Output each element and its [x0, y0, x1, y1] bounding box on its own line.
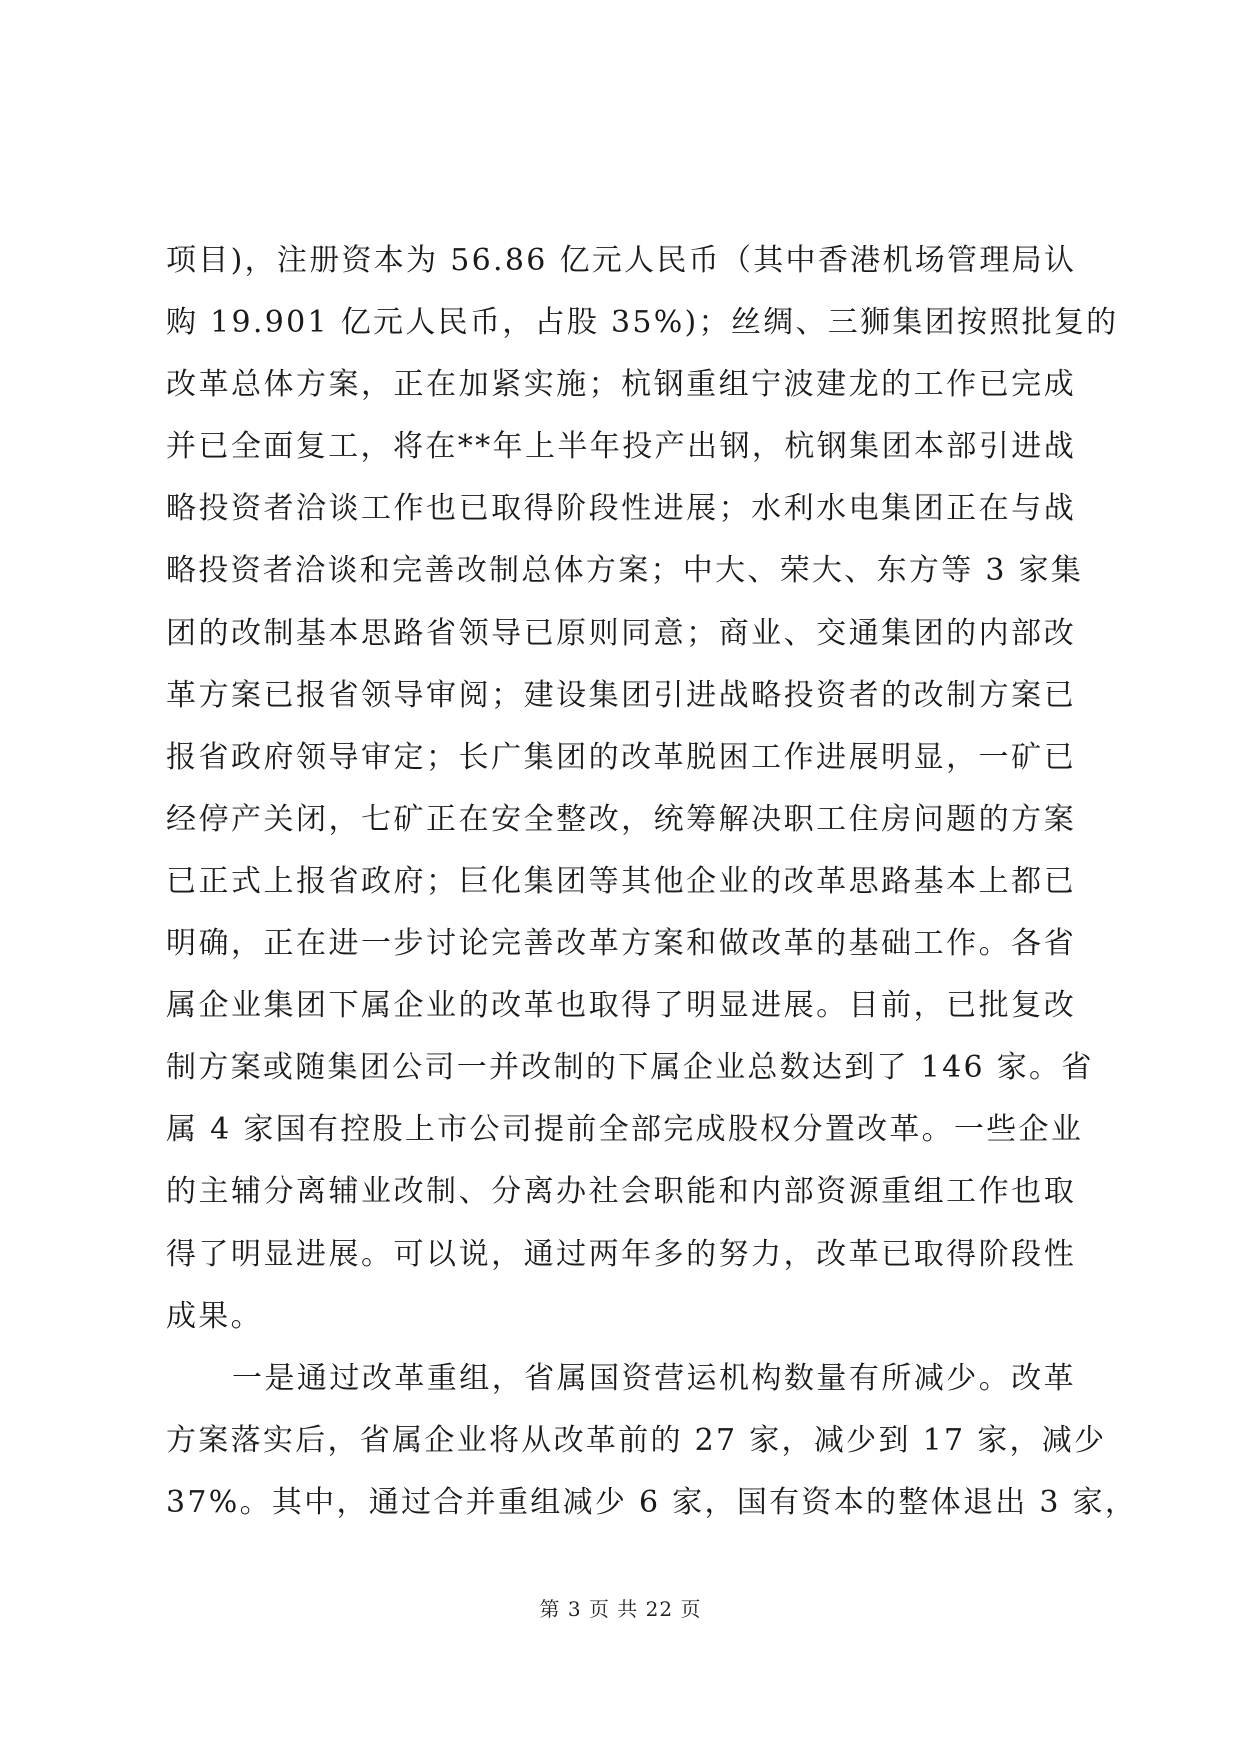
document-body — [166, 230, 1138, 1534]
text-line: 团的改制基本思路省领导已原则同意；商业、交通集团的内部改 — [166, 615, 1076, 651]
text-line: 得了明显进展。可以说，通过两年多的努力，改革已取得阶段性 — [166, 1236, 1076, 1272]
text-line: 革方案已报省领导审阅；建设集团引进战略投资者的改制方案已 — [166, 677, 1076, 713]
text-line: 37%。其中，通过合并重组减少 6 家，国有资本的整体退出 3 家， — [166, 1484, 1138, 1520]
text-line: 已正式上报省政府；巨化集团等其他企业的改革思路基本上都已 — [166, 863, 1076, 899]
text-line: 项目)，注册资本为 56.86 亿元人民币（其中香港机场管理局认 — [166, 243, 1077, 278]
text-line: 经停产关闭，七矿正在安全整改，统筹解决职工住房问题的方案 — [166, 801, 1076, 837]
text-line: 的主辅分离辅业改制、分离办社会职能和内部资源重组工作也取 — [166, 1174, 1076, 1210]
text-line: 略投资者洽谈和完善改制总体方案；中大、荣大、东方等 3 家集 — [166, 553, 1084, 589]
text-line: 改革总体方案，正在加紧实施；杭钢重组宁波建龙的工作已完成 — [166, 367, 1076, 403]
text-line: 方案落实后，省属企业将从改革前的 27 家，减少到 17 家，减少 — [166, 1422, 1107, 1458]
paragraph-first-line: 一是通过改革重组，省属国资营运机构数量有所减少。改革 — [232, 1360, 1076, 1396]
text-line: 属企业集团下属企业的改革也取得了明显进展。目前，已批复改 — [166, 988, 1076, 1024]
text-line: 属 4 家国有控股上市公司提前全部完成股权分置改革。一些企业 — [166, 1112, 1084, 1148]
text-line: 明确，正在进一步讨论完善改革方案和做改革的基础工作。各省 — [166, 926, 1076, 962]
text-line: 略投资者洽谈工作也已取得阶段性进展；水利水电集团正在与战 — [166, 491, 1076, 527]
text-line: 并已全面复工，将在**年上半年投产出钢，杭钢集团本部引进战 — [166, 429, 1076, 465]
text-line: 制方案或随集团公司一并改制的下属企业总数达到了 146 家。省 — [166, 1050, 1094, 1086]
text-line: 购 19.901 亿元人民币，占股 35%)；丝绸、三狮集团按照批复的 — [166, 305, 1119, 341]
page-number-footer: 第 3 页 共 22 页 — [539, 1597, 702, 1621]
text-line: 成果。 — [166, 1298, 263, 1334]
text-line: 报省政府领导审定；长广集团的改革脱困工作进展明显，一矿已 — [166, 739, 1076, 775]
